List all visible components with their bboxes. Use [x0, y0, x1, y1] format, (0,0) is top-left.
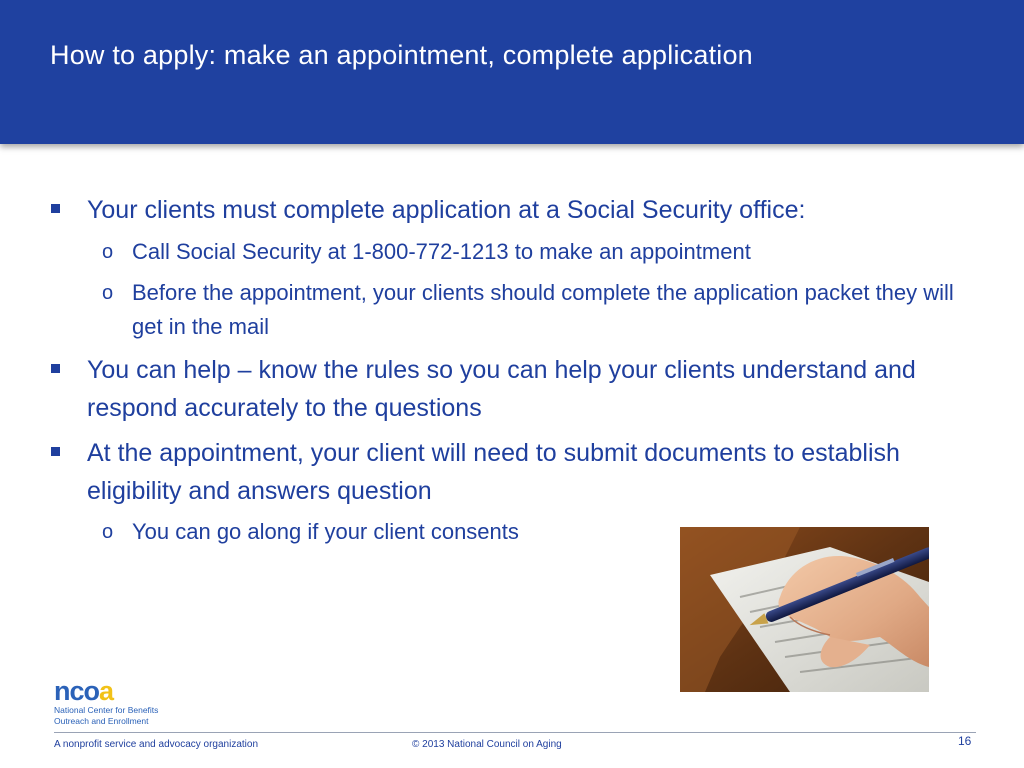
bullet-item — [87, 434, 967, 510]
sub-bullet-item — [102, 235, 972, 269]
bullet-text: Your clients must complete application at a Social Security office: — [87, 196, 806, 224]
bullet-item — [87, 351, 967, 427]
square-bullet-icon — [51, 204, 60, 213]
square-bullet-icon — [51, 364, 60, 373]
bullet-item — [87, 191, 967, 229]
bullet-text: You can help – know the rules so you can help your clients understand and respond accurately to the questions — [87, 356, 916, 422]
logo-line-1: National Center for Benefits — [54, 705, 159, 715]
sub-bullet-item — [102, 276, 972, 344]
square-bullet-icon — [51, 447, 60, 456]
bullet-text: At the appointment, your client will need to submit documents to establish eligibility and answers question — [87, 439, 900, 505]
sub-bullet-text: Before the appointment, your clients should complete the application packet they will get in the mail — [132, 280, 954, 339]
logo-wordmark — [54, 678, 158, 704]
circle-bullet-icon: o — [102, 282, 114, 304]
footer-copyright: © 2013 National Council on Aging — [412, 739, 562, 750]
slide-title: How to apply: make an appointment, complete application — [50, 40, 753, 70]
hand-writing-photo — [680, 527, 929, 692]
sub-bullet-text: Call Social Security at 1-800-772-1213 to make an appointment — [132, 239, 751, 264]
circle-bullet-icon: o — [102, 241, 114, 263]
logo-letters-accent: a — [99, 676, 114, 706]
hand-writing-on-form-photo-icon — [680, 527, 929, 692]
logo-line-2: Outreach and Enrollment — [54, 716, 149, 726]
logo-letters-main: nco — [54, 676, 100, 706]
ncoa-logo — [54, 678, 158, 726]
sub-bullet-text: You can go along if your client consents — [132, 519, 519, 544]
footer-org-tagline: A nonprofit service and advocacy organization — [54, 739, 259, 750]
page-number: 16 — [958, 734, 972, 748]
circle-bullet-icon: o — [102, 521, 114, 543]
footer-divider — [54, 732, 976, 733]
